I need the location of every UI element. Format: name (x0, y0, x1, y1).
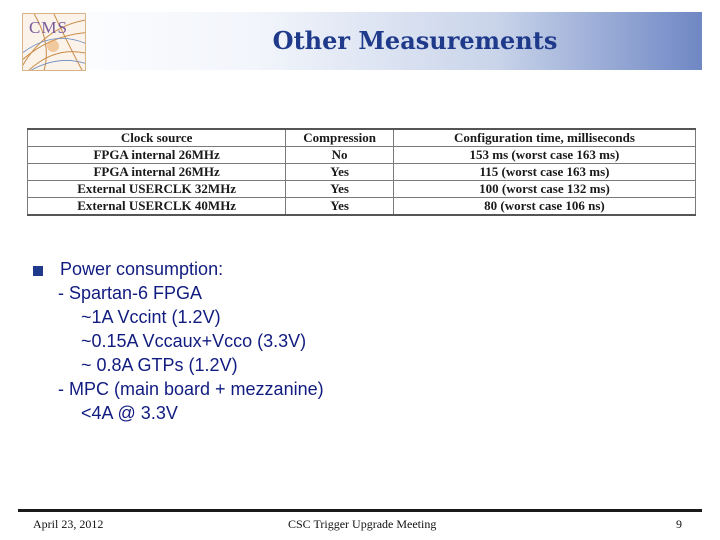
header-config-time: Configuration time, milliseconds (393, 129, 695, 147)
header-clock-source: Clock source (28, 129, 286, 147)
slide-title: Other Measurements (272, 26, 558, 55)
cell-config-time: 100 (worst case 132 ms) (393, 181, 695, 198)
cell-compression: Yes (286, 164, 394, 181)
bullet-sub-item: <4A @ 3.3V (81, 403, 178, 423)
cell-compression: Yes (286, 181, 394, 198)
bullet-sub-item: ~1A Vccint (1.2V) (81, 307, 221, 327)
table-row (28, 198, 696, 216)
footer-date: April 23, 2012 (33, 517, 104, 531)
bullet-sub-item: ~ 0.8A GTPs (1.2V) (81, 355, 238, 375)
header-compression: Compression (286, 129, 394, 147)
footer-divider (18, 509, 702, 512)
cell-clock-source: External USERCLK 40MHz (28, 198, 286, 216)
cell-clock-source: FPGA internal 26MHz (28, 164, 286, 181)
bullet-sub-item: ~0.15A Vccaux+Vcco (3.3V) (81, 331, 307, 351)
table-row (28, 164, 696, 181)
bullet-sub-item: - MPC (main board + mezzanine) (58, 379, 324, 399)
footer-meeting: CSC Trigger Upgrade Meeting (288, 517, 437, 531)
cms-logo-icon (22, 13, 86, 71)
table-row (28, 147, 696, 164)
cell-compression: No (286, 147, 394, 164)
config-time-table (27, 128, 696, 216)
logo-text: CMS (29, 18, 68, 37)
table-row (28, 181, 696, 198)
table-header-row (28, 129, 696, 147)
cell-config-time: 80 (worst case 106 ns) (393, 198, 695, 216)
cell-config-time: 115 (worst case 163 ms) (393, 164, 695, 181)
footer-page-number: 9 (676, 517, 682, 531)
bullet-main: Power consumption: (60, 259, 224, 279)
cell-clock-source: FPGA internal 26MHz (28, 147, 286, 164)
bullet-sub-item: - Spartan-6 FPGA (58, 283, 203, 303)
cell-clock-source: External USERCLK 32MHz (28, 181, 286, 198)
cell-compression: Yes (286, 198, 394, 216)
bullet-square-icon (33, 266, 43, 276)
cell-config-time: 153 ms (worst case 163 ms) (393, 147, 695, 164)
